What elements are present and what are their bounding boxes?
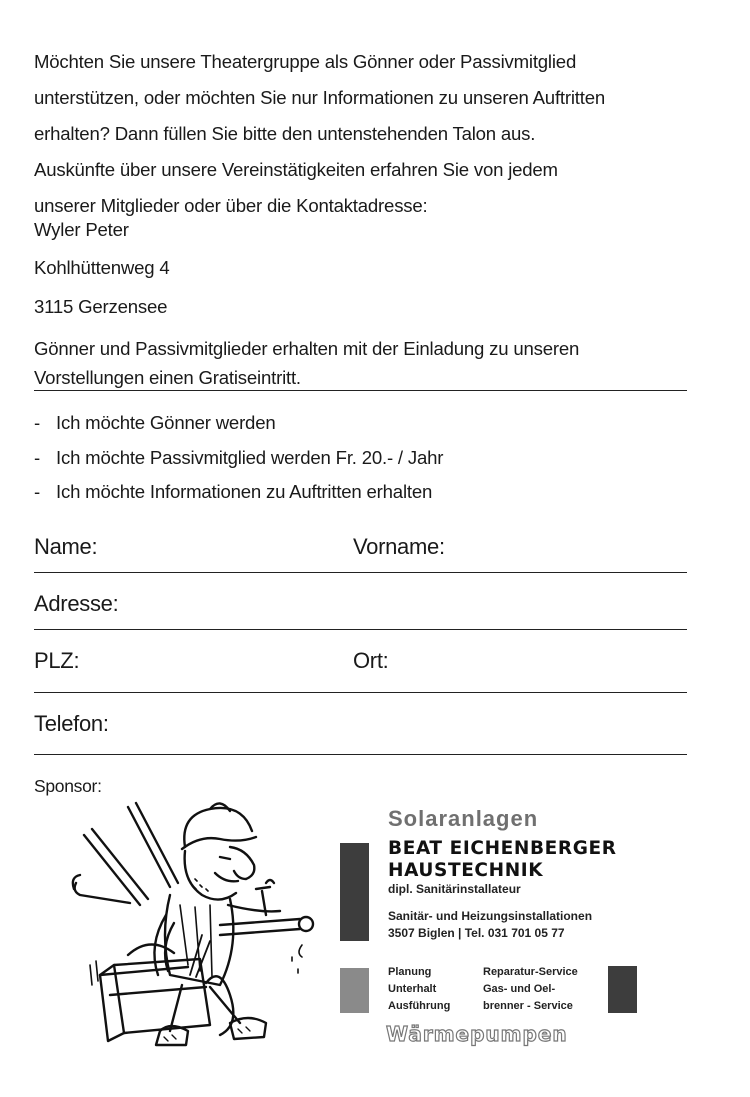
col1-item: Unterhalt (388, 983, 437, 995)
benefit-note (34, 334, 694, 392)
sponsor-headline: Solaranlagen (388, 806, 539, 831)
services-line-2: 3507 Biglen | Tel. 031 701 05 77 (388, 926, 565, 940)
option-dash: - (34, 481, 40, 502)
name-field-label: Name: (34, 534, 98, 559)
option-dash: - (34, 446, 40, 468)
sponsor-services (388, 908, 592, 942)
ad-bar-tall (340, 843, 369, 941)
option-label: Ich möchte Passivmitglied werden Fr. 20.- / Jahr (56, 446, 444, 468)
col2-item: Gas- und Oel- (483, 983, 556, 995)
plz-ort-field-line[interactable] (34, 692, 687, 693)
sponsor-company (388, 838, 617, 882)
note-line: Gönner und Passivmitglieder erhalten mit der Einladung zu unseren (34, 338, 580, 359)
sponsor-subtitle: dipl. Sanitärinstallateur (388, 882, 521, 896)
col1-item: Planung (388, 966, 432, 978)
option-informationen[interactable] (34, 475, 443, 510)
sponsor-label: Sponsor: (34, 776, 102, 796)
option-dash: - (34, 412, 40, 433)
sponsor-footer: Wärmepumpen (386, 1022, 568, 1046)
plz-field-label: PLZ: (34, 648, 80, 673)
services-line-1: Sanitär- und Heizungsinstallationen (388, 909, 593, 923)
ad-bar-left (340, 968, 369, 1013)
plumber-illustration-icon (70, 795, 330, 1055)
adresse-field-line[interactable] (34, 629, 687, 630)
contact-name: Wyler Peter (34, 219, 129, 240)
company-line-2: HAUSTECHNIK (388, 860, 544, 881)
vorname-field-label: Vorname: (353, 534, 445, 559)
sponsor-ad (338, 800, 658, 1060)
intro-line: erhalten? Dann füllen Sie bitte den untenstehenden Talon aus. (34, 123, 536, 144)
option-label: Ich möchte Informationen zu Auftritten erhalten (56, 481, 433, 502)
col1-item: Ausführung (388, 1000, 451, 1012)
company-line-1: BEAT EICHENBERGER (388, 838, 617, 859)
intro-line: unserer Mitglieder oder über die Kontaktadresse: (34, 195, 428, 216)
adresse-field-label: Adresse: (34, 591, 119, 616)
option-label: Ich möchte Gönner werden (56, 412, 276, 433)
ort-field-label: Ort: (353, 648, 389, 673)
sponsor-col-1 (388, 964, 450, 1015)
contact-city: 3115 Gerzensee (34, 296, 168, 317)
intro-line: Auskünfte über unsere Vereinstätigkeiten erfahren Sie von jedem (34, 159, 558, 180)
telefon-field-line[interactable] (34, 754, 687, 755)
intro-line: Möchten Sie unsere Theatergruppe als Gönner oder Passivmitglied (34, 51, 577, 72)
contact-street: Kohlhüttenweg 4 (34, 257, 170, 278)
intro-line: unterstützen, oder möchten Sie nur Informationen zu unseren Auftritten (34, 87, 606, 108)
sponsor-col-2 (483, 964, 578, 1015)
ad-bar-right (608, 966, 637, 1013)
option-goenner[interactable] (34, 406, 443, 441)
name-field-line[interactable] (34, 572, 687, 573)
section-divider (34, 390, 687, 391)
col2-item: Reparatur-Service (483, 966, 578, 978)
col2-item: brenner - Service (483, 1000, 573, 1012)
telefon-field-label: Telefon: (34, 711, 109, 736)
option-list (34, 406, 443, 510)
option-passivmitglied[interactable] (34, 441, 443, 476)
note-line: Vorstellungen einen Gratiseintritt. (34, 367, 301, 388)
intro-text (34, 44, 724, 224)
